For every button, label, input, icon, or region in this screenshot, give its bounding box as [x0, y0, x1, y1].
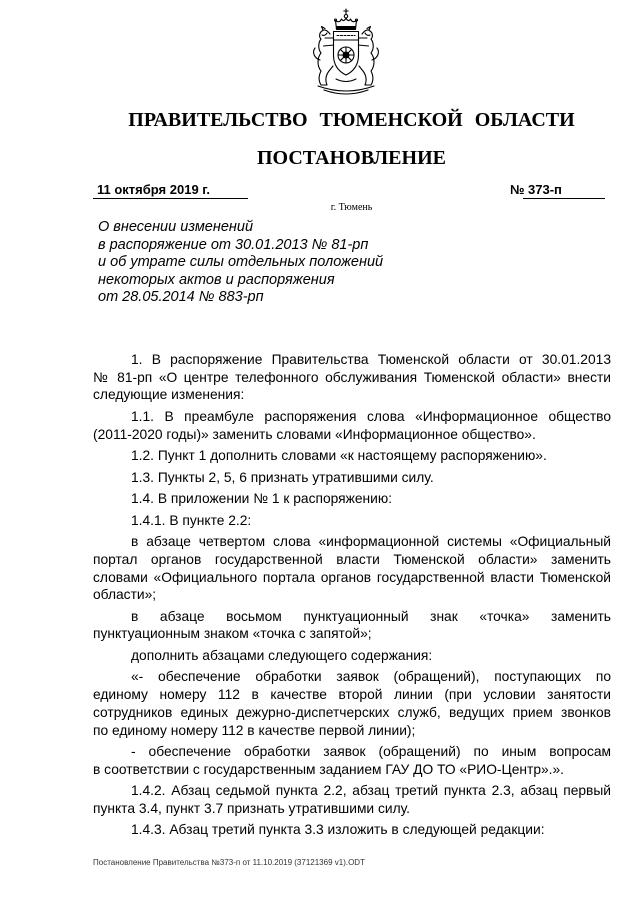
paragraph-line: по единому номеру 112 в качестве первой линии); [93, 722, 416, 738]
paragraph-line: - обеспечение обработки заявок (обращений) по иным вопросам [131, 744, 611, 760]
paragraph [93, 647, 611, 665]
paragraph-line: 1.3. Пункты 2, 5, 6 признать утратившими силу. [131, 469, 434, 485]
paragraph [93, 821, 611, 839]
document-number: 373-п [523, 181, 605, 199]
paragraph-line: сотрудников единых дежурно-диспетчерских служб, ведущих прием звонков [93, 704, 611, 720]
paragraph [93, 490, 611, 508]
number-sign: № [510, 182, 525, 197]
footer-file-info: Постановление Правительства №373-п от 11.10.2019 (37121369 v1).ODT [93, 858, 365, 867]
paragraph-line: № 81-рп «О центре телефонного обслуживания Тюменской области» внести [93, 369, 611, 385]
paragraph-line: 1.4.1. В пункте 2.2: [131, 512, 252, 528]
paragraph-line: 1.4.3. Абзац третий пункта 3.3 изложить в следующей редакции: [131, 822, 545, 838]
paragraph [93, 351, 611, 404]
body-text [93, 351, 611, 843]
paragraph-line: портал органов государственной власти Тюменской области» заменить [93, 551, 611, 567]
paragraph [93, 469, 611, 487]
paragraph-line: дополнить абзацами следующего содержания: [131, 647, 433, 663]
paragraph [93, 608, 611, 643]
paragraph-line: пунктуационным знаком «точка с запятой»; [93, 626, 372, 642]
document-subject [98, 219, 383, 307]
left-supporter-icon [314, 27, 334, 86]
subject-line: в распоряжение от 30.01.2013 № 81-рп [98, 236, 369, 253]
paragraph-line: 1. В распоряжение Правительства Тюменской области от 30.01.2013 [131, 352, 611, 367]
paragraph-line: 1.1. В преамбуле распоряжения слова «Информационное общество [131, 408, 611, 424]
right-supporter-icon [358, 27, 378, 86]
paragraph [93, 512, 611, 530]
paragraph [93, 447, 611, 465]
paragraph-line: следующие изменения: [93, 387, 245, 403]
date-number-row [93, 181, 610, 200]
paragraph-line: (2011-2020 годы)» заменить словами «Информационное общество». [93, 426, 536, 442]
coat-of-arms-icon [306, 8, 386, 96]
paragraph-line: 1.4. В приложении № 1 к распоряжению: [131, 491, 393, 507]
paragraph-line: области»; [93, 587, 157, 603]
paragraph-line: в абзаце восьмом пунктуационный знак «точка» заменить [131, 608, 611, 624]
paragraph-line: 1.2. Пункт 1 дополнить словами «к настоящему распоряжению». [131, 448, 547, 464]
paragraph-line: в соответствии с государственным заданием ГАУ ДО ТО «РИО-Центр».». [93, 761, 565, 777]
subject-line: некоторых актов и распоряжения [98, 271, 335, 288]
paragraph [93, 782, 611, 817]
document-type-heading: ПОСТАНОВЛЕНИЕ [257, 147, 446, 169]
document-date: 11 октября 2019 г. [93, 181, 248, 199]
paragraph [93, 668, 611, 739]
paragraph [93, 533, 611, 604]
place-of-issue: г. Тюмень [330, 202, 373, 213]
subject-line: и об утрате силы отдельных положений [98, 254, 384, 270]
government-title: ПРАВИТЕЛЬСТВО ТЮМЕНСКОЙ ОБЛАСТИ [128, 109, 575, 131]
paragraph [93, 743, 611, 778]
paragraph-line: «- обеспечение обработки заявок (обращений), поступающих по [131, 669, 611, 685]
paragraph-line: словами «Официального портала органов государственной власти Тюменской [93, 569, 611, 585]
subject-line: О внесении изменений [98, 219, 254, 235]
subject-line: от 28.05.2014 № 883-рп [98, 289, 264, 305]
paragraph-line: пункта 3.4, пункт 3.7 признать утратившими силу. [93, 800, 410, 816]
paragraph-line: 1.4.2. Абзац седьмой пункта 2.2, абзац третий пункта 2.3, абзац первый [131, 783, 611, 799]
paragraph-line: в абзаце четвертом слова «информационной системы «Официальный [131, 534, 611, 550]
paragraph-line: единому номеру 112 в качестве второй линии (при условии занятости [93, 687, 611, 703]
paragraph [93, 408, 611, 443]
